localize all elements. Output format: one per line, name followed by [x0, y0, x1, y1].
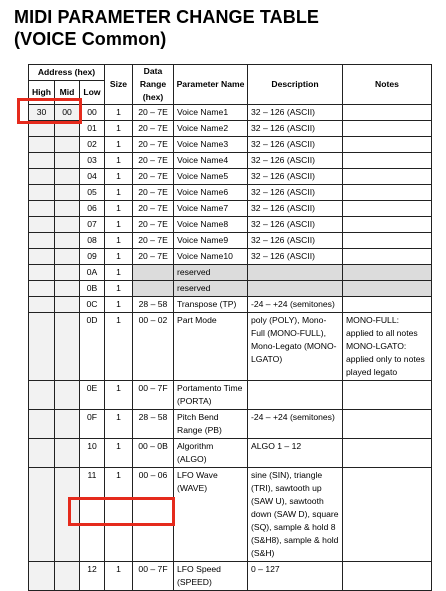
description-cell: 32 – 126 (ASCII) [248, 169, 343, 185]
notes-cell [343, 297, 432, 313]
address-low-cell: 0D [80, 313, 105, 381]
size-cell: 1 [105, 281, 133, 297]
parameter-name-cell: Voice Name7 [174, 201, 248, 217]
table-row [29, 297, 432, 313]
address-low-cell: 10 [80, 439, 105, 468]
notes-cell [343, 410, 432, 439]
table-row [29, 105, 432, 121]
description-cell: 32 – 126 (ASCII) [248, 185, 343, 201]
description-cell: 32 – 126 (ASCII) [248, 137, 343, 153]
address-high-cell [29, 249, 55, 265]
notes-cell [343, 201, 432, 217]
description-cell: poly (POLY), Mono-Full (MONO-FULL), Mono-Legato (MONO-LGATO) [248, 313, 343, 381]
address-mid-cell [55, 217, 80, 233]
address-low-cell: 05 [80, 185, 105, 201]
notes-cell: MONO-FULL: applied to all notes MONO-LGATO: applied only to notes played legato [343, 313, 432, 381]
address-mid-cell [55, 381, 80, 410]
data-range-cell: 20 – 7E [133, 233, 174, 249]
parameter-name-cell: Transpose (TP) [174, 297, 248, 313]
notes-cell [343, 121, 432, 137]
description-cell [248, 281, 343, 297]
parameter-name-cell: LFO Wave (WAVE) [174, 468, 248, 562]
notes-cell [343, 217, 432, 233]
header-mid: Mid [55, 80, 80, 104]
table-row [29, 233, 432, 249]
size-cell: 1 [105, 137, 133, 153]
address-mid-cell [55, 562, 80, 591]
address-low-cell: 0E [80, 381, 105, 410]
address-low-cell: 0C [80, 297, 105, 313]
size-cell: 1 [105, 217, 133, 233]
size-cell: 1 [105, 153, 133, 169]
description-cell: 32 – 126 (ASCII) [248, 217, 343, 233]
header-low: Low [80, 80, 105, 104]
data-range-cell: 28 – 58 [133, 410, 174, 439]
notes-cell [343, 185, 432, 201]
address-mid-cell: 00 [55, 105, 80, 121]
notes-cell [343, 439, 432, 468]
description-cell: 32 – 126 (ASCII) [248, 105, 343, 121]
address-mid-cell [55, 249, 80, 265]
table-row [29, 265, 432, 281]
description-cell: 32 – 126 (ASCII) [248, 249, 343, 265]
notes-cell [343, 249, 432, 265]
address-mid-cell [55, 468, 80, 562]
data-range-cell: 20 – 7E [133, 121, 174, 137]
description-cell: 32 – 126 (ASCII) [248, 121, 343, 137]
address-high-cell [29, 297, 55, 313]
address-low-cell: 04 [80, 169, 105, 185]
data-range-cell: 00 – 7F [133, 381, 174, 410]
size-cell: 1 [105, 233, 133, 249]
table-row [29, 249, 432, 265]
address-low-cell: 08 [80, 233, 105, 249]
header-size: Size [105, 65, 133, 105]
size-cell: 1 [105, 121, 133, 137]
parameter-name-cell: Voice Name5 [174, 169, 248, 185]
address-high-cell [29, 562, 55, 591]
notes-cell [343, 381, 432, 410]
address-high-cell [29, 121, 55, 137]
table-row [29, 281, 432, 297]
header-parameter-name: Parameter Name [174, 65, 248, 105]
address-high-cell [29, 281, 55, 297]
address-mid-cell [55, 297, 80, 313]
address-mid-cell [55, 439, 80, 468]
header-description: Description [248, 65, 343, 105]
data-range-cell: 20 – 7E [133, 201, 174, 217]
parameter-name-cell: Part Mode [174, 313, 248, 381]
header-address: Address (hex) [29, 65, 105, 81]
address-low-cell: 07 [80, 217, 105, 233]
address-low-cell: 09 [80, 249, 105, 265]
description-cell: 0 – 127 [248, 562, 343, 591]
table-row [29, 137, 432, 153]
title-line-1: MIDI PARAMETER CHANGE TABLE [14, 7, 320, 27]
address-mid-cell [55, 137, 80, 153]
data-range-cell: 20 – 7E [133, 153, 174, 169]
notes-cell [343, 153, 432, 169]
page-title [14, 6, 319, 50]
description-cell: 32 – 126 (ASCII) [248, 201, 343, 217]
address-mid-cell [55, 265, 80, 281]
address-high-cell [29, 137, 55, 153]
address-high-cell [29, 381, 55, 410]
size-cell: 1 [105, 562, 133, 591]
data-range-cell: 20 – 7E [133, 169, 174, 185]
address-low-cell: 11 [80, 468, 105, 562]
address-high-cell [29, 217, 55, 233]
parameter-name-cell: Portamento Time (PORTA) [174, 381, 248, 410]
table-row [29, 410, 432, 439]
notes-cell [343, 233, 432, 249]
address-low-cell: 0F [80, 410, 105, 439]
parameter-name-cell: LFO Speed (SPEED) [174, 562, 248, 591]
description-cell: 32 – 126 (ASCII) [248, 233, 343, 249]
parameter-name-cell: Voice Name3 [174, 137, 248, 153]
address-high-cell [29, 468, 55, 562]
parameter-name-cell: Voice Name2 [174, 121, 248, 137]
parameter-name-cell: reserved [174, 265, 248, 281]
address-high-cell: 30 [29, 105, 55, 121]
address-mid-cell [55, 121, 80, 137]
address-low-cell: 0B [80, 281, 105, 297]
header-high: High [29, 80, 55, 104]
size-cell: 1 [105, 249, 133, 265]
address-low-cell: 00 [80, 105, 105, 121]
size-cell: 1 [105, 169, 133, 185]
data-range-cell: 00 – 02 [133, 313, 174, 381]
table-row [29, 121, 432, 137]
address-mid-cell [55, 233, 80, 249]
parameter-name-cell: Pitch Bend Range (PB) [174, 410, 248, 439]
table-row [29, 185, 432, 201]
parameter-name-cell: Voice Name4 [174, 153, 248, 169]
address-mid-cell [55, 281, 80, 297]
address-low-cell: 0A [80, 265, 105, 281]
data-range-cell: 20 – 7E [133, 105, 174, 121]
table-row [29, 201, 432, 217]
address-high-cell [29, 233, 55, 249]
address-high-cell [29, 185, 55, 201]
parameter-name-cell: Voice Name8 [174, 217, 248, 233]
data-range-cell: 00 – 7F [133, 562, 174, 591]
table-row [29, 153, 432, 169]
address-high-cell [29, 313, 55, 381]
address-low-cell: 02 [80, 137, 105, 153]
header-notes: Notes [343, 65, 432, 105]
data-range-cell: 20 – 7E [133, 137, 174, 153]
address-high-cell [29, 410, 55, 439]
description-cell [248, 265, 343, 281]
description-cell: -24 – +24 (semitones) [248, 410, 343, 439]
size-cell: 1 [105, 313, 133, 381]
table-row [29, 439, 432, 468]
size-cell: 1 [105, 381, 133, 410]
header-data-range: Data Range (hex) [133, 65, 174, 105]
address-mid-cell [55, 313, 80, 381]
address-high-cell [29, 169, 55, 185]
parameter-name-cell: Voice Name10 [174, 249, 248, 265]
parameter-name-cell: Voice Name9 [174, 233, 248, 249]
description-cell: ALGO 1 – 12 [248, 439, 343, 468]
table-row [29, 217, 432, 233]
address-mid-cell [55, 201, 80, 217]
size-cell: 1 [105, 105, 133, 121]
data-range-cell: 20 – 7E [133, 249, 174, 265]
address-high-cell [29, 265, 55, 281]
table-body [29, 105, 432, 591]
size-cell: 1 [105, 201, 133, 217]
notes-cell [343, 281, 432, 297]
data-range-cell: 28 – 58 [133, 297, 174, 313]
data-range-cell: 00 – 06 [133, 468, 174, 562]
data-range-cell: 20 – 7E [133, 185, 174, 201]
address-high-cell [29, 153, 55, 169]
title-line-2: (VOICE Common) [14, 29, 167, 49]
table-row [29, 562, 432, 591]
data-range-cell [133, 281, 174, 297]
table-row [29, 468, 432, 562]
address-low-cell: 06 [80, 201, 105, 217]
parameter-name-cell: reserved [174, 281, 248, 297]
address-low-cell: 03 [80, 153, 105, 169]
address-mid-cell [55, 169, 80, 185]
notes-cell [343, 137, 432, 153]
data-range-cell [133, 265, 174, 281]
notes-cell [343, 105, 432, 121]
address-high-cell [29, 439, 55, 468]
address-mid-cell [55, 153, 80, 169]
table-row [29, 381, 432, 410]
parameter-name-cell: Voice Name1 [174, 105, 248, 121]
size-cell: 1 [105, 439, 133, 468]
address-high-cell [29, 201, 55, 217]
description-cell: sine (SIN), triangle (TRI), sawtooth up (SAW U), sawtooth down (SAW D), square (SQ), sample & hold 8 (S&H8), sample & hold (S&H) [248, 468, 343, 562]
parameter-name-cell: Voice Name6 [174, 185, 248, 201]
notes-cell [343, 169, 432, 185]
size-cell: 1 [105, 410, 133, 439]
description-cell [248, 381, 343, 410]
notes-cell [343, 265, 432, 281]
size-cell: 1 [105, 185, 133, 201]
table-row [29, 169, 432, 185]
data-range-cell: 00 – 0B [133, 439, 174, 468]
size-cell: 1 [105, 265, 133, 281]
size-cell: 1 [105, 468, 133, 562]
description-cell: -24 – +24 (semitones) [248, 297, 343, 313]
address-low-cell: 01 [80, 121, 105, 137]
notes-cell [343, 562, 432, 591]
parameter-table [28, 64, 432, 591]
address-mid-cell [55, 185, 80, 201]
data-range-cell: 20 – 7E [133, 217, 174, 233]
address-low-cell: 12 [80, 562, 105, 591]
notes-cell [343, 468, 432, 562]
parameter-name-cell: Algorithm (ALGO) [174, 439, 248, 468]
description-cell: 32 – 126 (ASCII) [248, 153, 343, 169]
address-mid-cell [55, 410, 80, 439]
table-row [29, 313, 432, 381]
size-cell: 1 [105, 297, 133, 313]
